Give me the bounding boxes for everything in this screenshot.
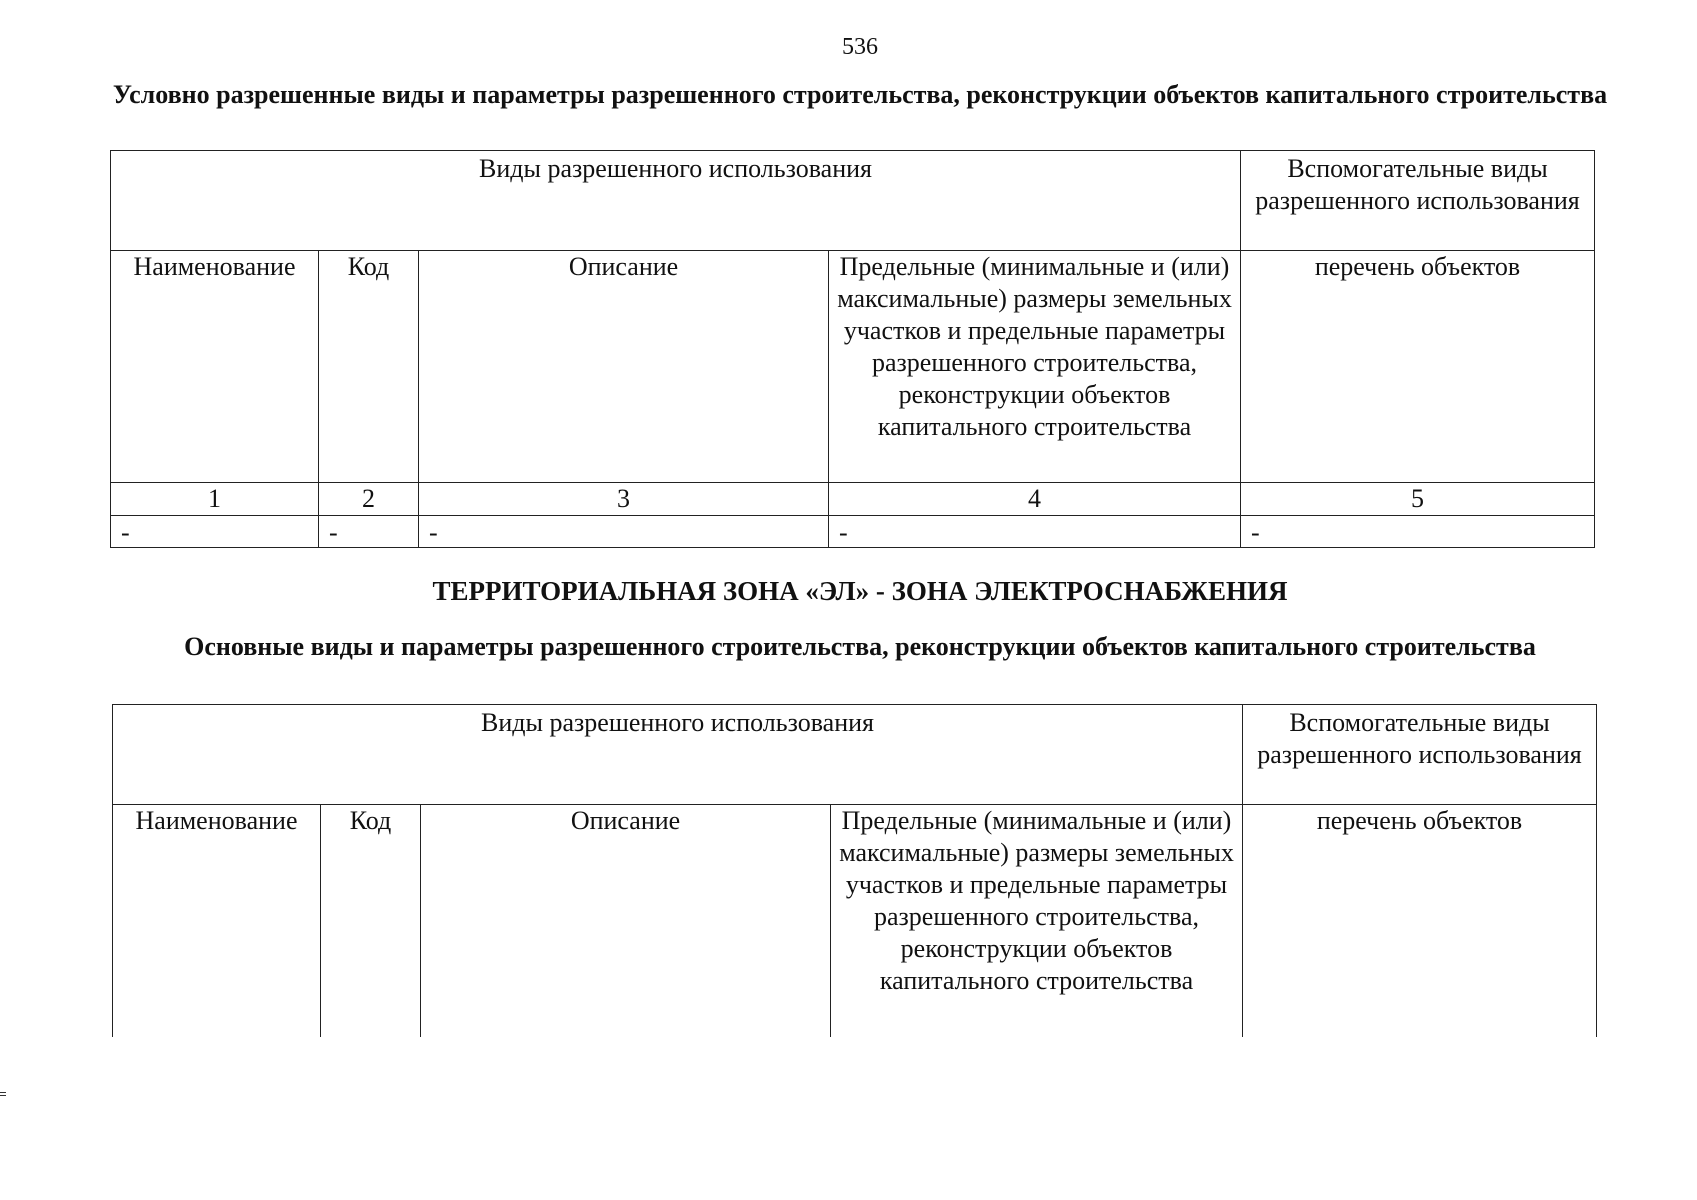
limits-column-header: Предельные (минимальные и (или) максимальные) размеры земельных участков и предельные параметры разрешенного строительства, реконструкции объектов капитального строительства	[831, 805, 1243, 1037]
column-number: 3	[419, 483, 829, 516]
code-column-header: Код	[321, 805, 421, 1037]
scan-artifact	[0, 1092, 6, 1096]
table-cell: -	[319, 516, 419, 548]
column-number-row	[111, 483, 1595, 516]
name-column-header: Наименование	[111, 251, 319, 483]
objects-list-column-header: перечень объектов	[1243, 805, 1597, 1037]
column-header-row	[113, 805, 1597, 1037]
name-column-header: Наименование	[113, 805, 321, 1037]
column-number: 2	[319, 483, 419, 516]
permitted-uses-header: Виды разрешенного использования	[113, 705, 1243, 805]
zone-heading: ТЕРРИТОРИАЛЬНАЯ ЗОНА «ЭЛ» - ЗОНА ЭЛЕКТРОСНАБЖЕНИЯ	[432, 576, 1288, 606]
table-cell: -	[1241, 516, 1595, 548]
table-cell: -	[419, 516, 829, 548]
auxiliary-uses-header: Вспомогательные виды разрешенного использования	[1243, 705, 1597, 805]
conditional-uses-table	[110, 150, 1595, 548]
description-column-header: Описание	[421, 805, 831, 1037]
table-row	[111, 516, 1595, 548]
column-number: 5	[1241, 483, 1595, 516]
description-column-header: Описание	[419, 251, 829, 483]
table-cell: -	[829, 516, 1241, 548]
main-uses-heading: Основные виды и параметры разрешенного строительства, реконструкции объектов капитального строительства	[184, 632, 1536, 661]
group-header-row	[113, 705, 1597, 805]
conditional-uses-heading: Условно разрешенные виды и параметры разрешенного строительства, реконструкции объектов капитального строительства	[112, 80, 1608, 109]
auxiliary-uses-header: Вспомогательные виды разрешенного использования	[1241, 151, 1595, 251]
main-uses-table	[112, 704, 1597, 1037]
table-cell: -	[111, 516, 319, 548]
column-number: 1	[111, 483, 319, 516]
objects-list-column-header: перечень объектов	[1241, 251, 1595, 483]
limits-column-header: Предельные (минимальные и (или) максимальные) размеры земельных участков и предельные параметры разрешенного строительства, реконструкции объектов капитального строительства	[829, 251, 1241, 483]
column-header-row	[111, 251, 1595, 483]
group-header-row	[111, 151, 1595, 251]
permitted-uses-header: Виды разрешенного использования	[111, 151, 1241, 251]
code-column-header: Код	[319, 251, 419, 483]
page-number: 536	[842, 34, 878, 60]
column-number: 4	[829, 483, 1241, 516]
